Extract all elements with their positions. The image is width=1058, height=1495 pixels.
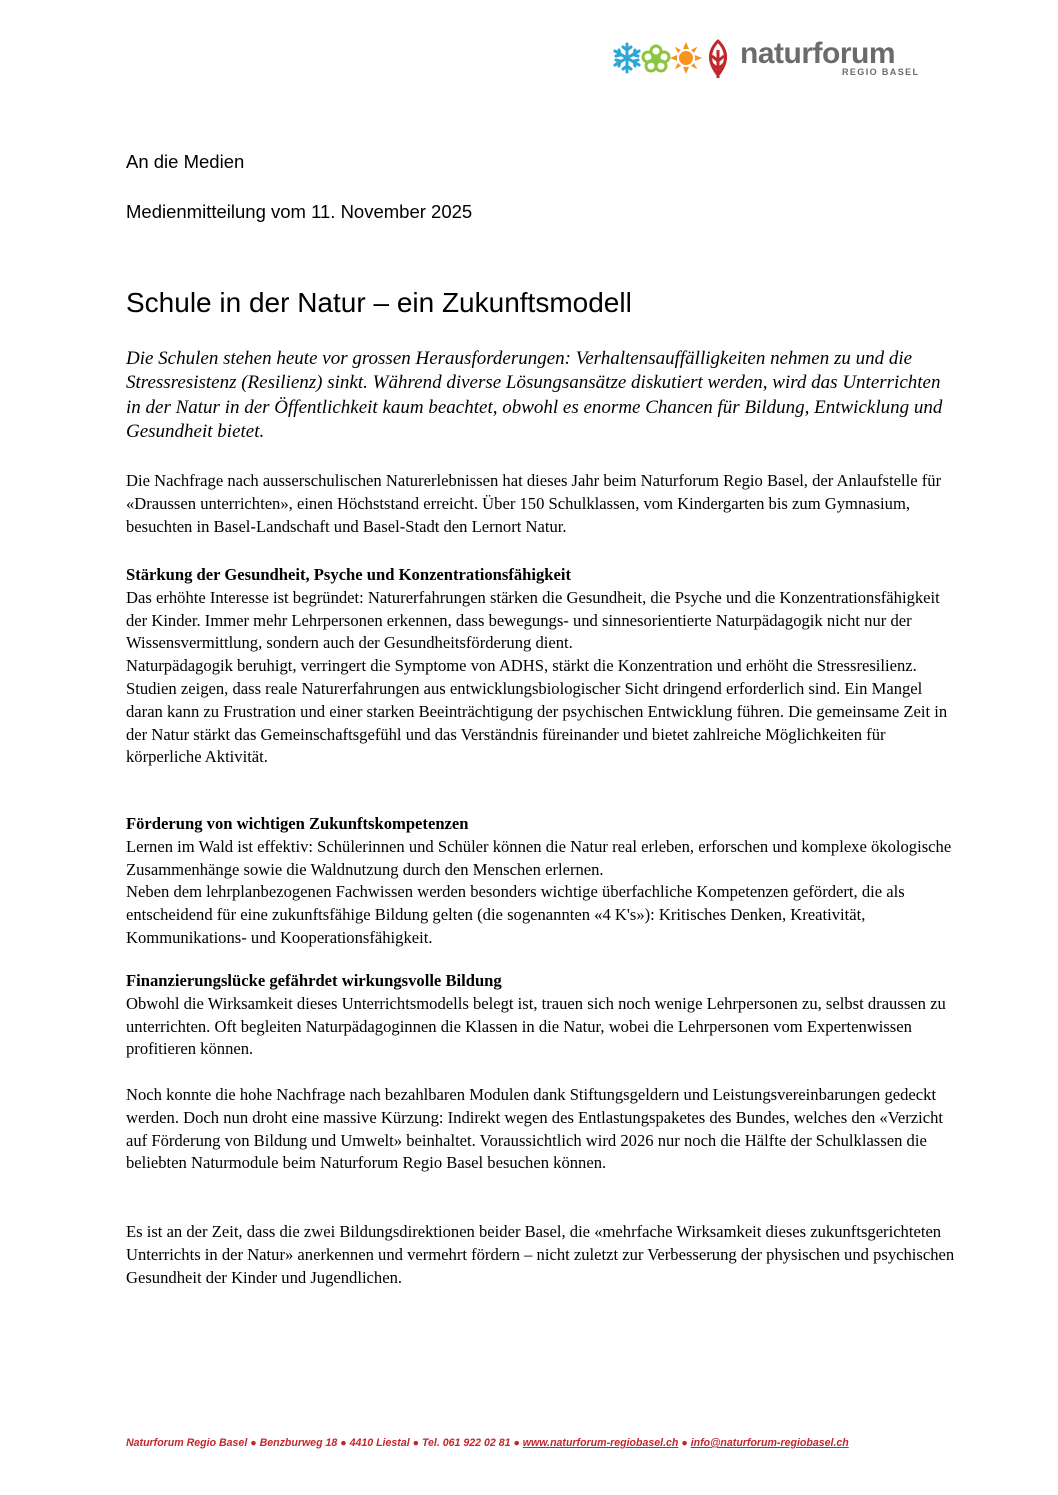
closing-paragraph: Noch konnte die hohe Nachfrage nach bezahlbaren Modulen dank Stiftungsgeldern und Leistungsvereinbarungen gedeckt werden. Doch nun droht eine massive Kürzung: Indirekt wegen des Entlastungspaketes des Bundes, welches den «Verzicht auf Förderung von Bildung und Umwelt» beinhaltet. Voraussichtlich wird 2026 nur noch die Hälfte der Schulklassen die beliebten Naturmodule beim Naturforum Regio Basel besuchen können. (126, 1085, 944, 1173)
section-paragraph: Obwohl die Wirksamkeit dieses Unterrichtsmodells belegt ist, trauen sich noch wenige Lehrpersonen zu, selbst draussen zu unterrichten. Oft begleiten Naturpädagoginnen die Klassen in die Natur, wobei die Lehrpersonen vom Expertenwissen profitieren können. (126, 993, 946, 1059)
footer-org: Naturforum Regio Basel (126, 1437, 248, 1449)
section-paragraph: Das erhöhte Interesse ist begründet: Naturerfahrungen stärken die Gesundheit, die Psyche und die Konzentrationsfähigkeit der Kinder. Immer mehr Lehrpersonen erkennen, dass bewegungs- und sinnesorientierte Naturpädagogik nicht nur der Wissensvermittlung, sondern auch der Gesundheitsförderung dient. (126, 587, 940, 653)
footer-website-link[interactable]: www.naturforum-regiobasel.ch (522, 1437, 679, 1449)
section-paragraph: Lernen im Wald ist effektiv: Schülerinnen und Schüler können die Natur real erleben, erforschen und komplexe ökologische Zusammenhänge sowie die Waldnutzung durch den Menschen erlernen. (126, 836, 952, 879)
section-paragraph: Naturpädagogik beruhigt, verringert die Symptome von ADHS, stärkt die Konzentration und erhöht die Stressresilienz. Studien zeigen, dass reale Naturerfahrungen aus entwicklungsbiologischer Sicht dringend erforderlich sind. Ein Mangel daran kann zu Frustration und einer starken Beeinträchtigung der psychischen Entwicklung führen. Die gemeinsame Zeit in der Natur stärkt das Gemeinschaftsgefühl und das Verständnis füreinander und bietet zahlreiche Möglichkeiten für körperliche Aktivität. (126, 656, 948, 767)
snowflake-icon (615, 44, 639, 72)
footer-separator: ● (337, 1437, 350, 1449)
footer-separator: ● (409, 1437, 422, 1449)
intro-paragraph: Die Nachfrage nach ausserschulischen Naturerlebnissen hat dieses Jahr beim Naturforum Regio Basel, der Anlaufstelle für «Draussen unterrichten», einen Höchststand erreicht. Über 150 Schulklassen, vom Kindergarten bis zum Gymnasium, besuchten in Basel-Landschaft und Basel-Stadt den Lernort Natur. (126, 471, 942, 536)
footer-city: 4410 Liestal (349, 1437, 410, 1449)
section-health (126, 564, 956, 769)
footer (126, 1437, 849, 1449)
footer-separator: ● (510, 1437, 523, 1449)
closing-paragraph: Es ist an der Zeit, dass die zwei Bildungsdirektionen beider Basel, die «mehrfache Wirksamkeit dieses zukunftsgerichteten Unterrichts in der Natur» anerkennen und vermehrt fördern – nicht zuletzt zur Verbesserung der physischen und psychischen Gesundheit der Kinder und Jugendlichen. (126, 1222, 955, 1287)
section-paragraph: Neben dem lehrplanbezogenen Fachwissen werden besonders wichtige überfachliche Kompetenzen gefördert, die als entscheidend für eine zukunftsfähige Bildung gelten (die sogenannten «4 K's»): Kritisches Denken, Kreativität, Kommunikations- und Kooperationsfähigkeit. (126, 882, 905, 947)
sun-icon (670, 42, 702, 74)
date-line: Medienmitteilung vom 11. November 2025 (126, 201, 473, 222)
logo (612, 38, 942, 80)
section-competences (126, 813, 956, 950)
flower-icon (643, 46, 669, 71)
logo-wordmark: naturforum (740, 37, 895, 70)
footer-separator: ● (678, 1437, 691, 1449)
footer-separator: ● (247, 1437, 260, 1449)
section-heading: Finanzierungslücke gefährdet wirkungsvolle Bildung (126, 971, 502, 990)
recipient-line: An die Medien (126, 151, 245, 172)
footer-street: Benzburweg 18 (259, 1437, 338, 1449)
logo-subline: REGIO BASEL (842, 67, 920, 77)
section-heading: Förderung von wichtigen Zukunftskompetenzen (126, 814, 469, 833)
lead-paragraph: Die Schulen stehen heute vor grossen Herausforderungen: Verhaltensauffälligkeiten nehmen zu und die Stressresistenz (Resilienz) sinkt. Während diverse Lösungsansätze diskutiert werden, wird das Unterrichten in der Natur in der Öffentlichkeit kaum beachtet, obwohl es enorme Chancen für Bildung, Entwicklung und Gesundheit bietet. (126, 348, 943, 442)
section-funding (126, 970, 956, 1061)
footer-email-link[interactable]: info@naturforum-regiobasel.ch (690, 1437, 849, 1449)
section-heading: Stärkung der Gesundheit, Psyche und Konzentrationsfähigkeit (126, 565, 572, 584)
page-title: Schule in der Natur – ein Zukunftsmodell (126, 287, 632, 318)
footer-phone: Tel. 061 922 02 81 (421, 1437, 511, 1449)
leaf-icon (710, 41, 725, 78)
